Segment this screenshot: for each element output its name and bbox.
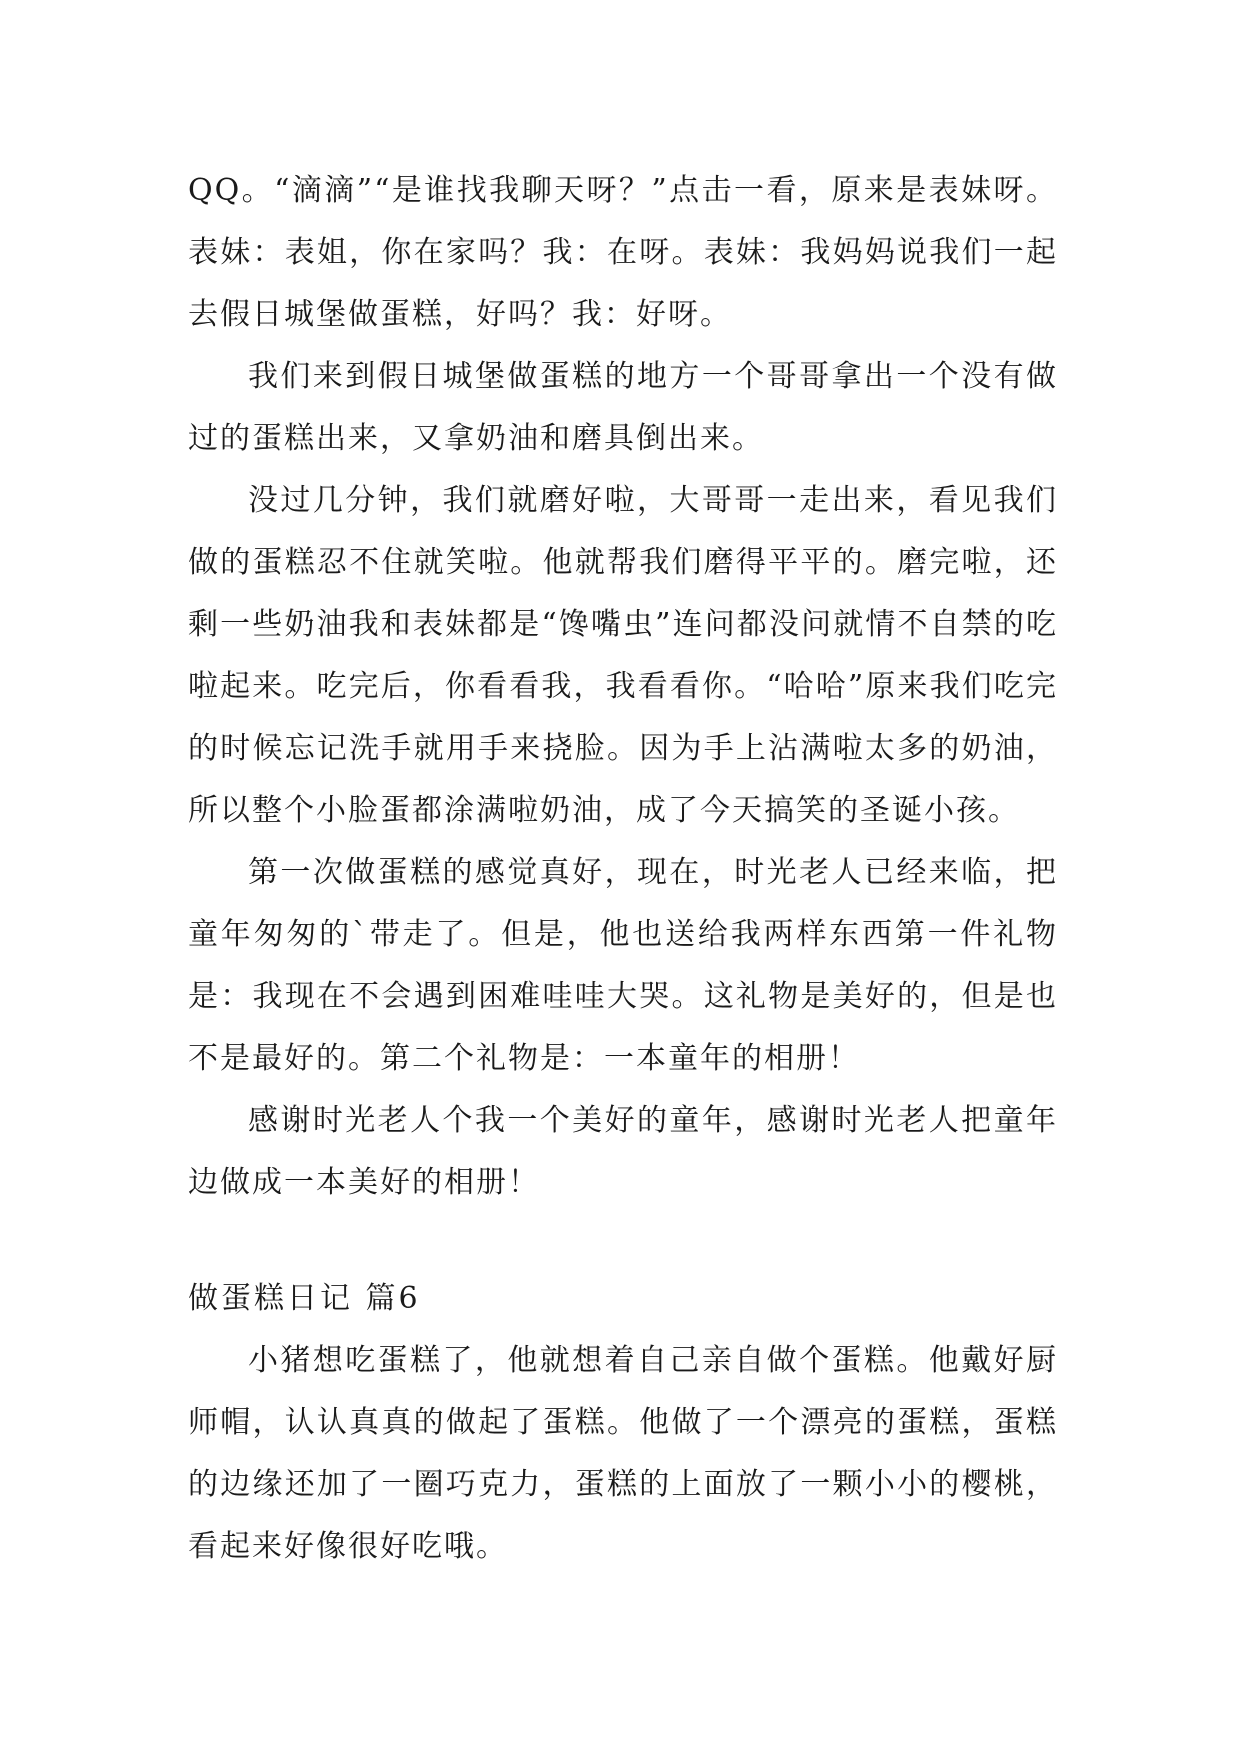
paragraph-continuation: QQ。“滴滴”“是谁找我聊天呀？”点击一看，原来是表妹呀。表妹：表姐，你在家吗？我：在呀。表妹：我妈妈说我们一起去假日城堡做蛋糕，好吗？我：好呀。 xyxy=(188,173,1058,332)
section-spacer xyxy=(188,1214,1058,1268)
paragraph: 感谢时光老人个我一个美好的童年，感谢时光老人把童年边做成一本美好的相册！ xyxy=(188,1103,1058,1200)
paragraph: 第一次做蛋糕的感觉真好，现在，时光老人已经来临，把童年匆匆的`带走了。但是，他也送给我两样东西第一件礼物是：我现在不会遇到困难哇哇大哭。这礼物是美好的，但是也不是最好的。第二个礼物是：一本童年的相册！ xyxy=(188,855,1058,1076)
document-body xyxy=(188,160,1058,1578)
paragraph: 小猪想吃蛋糕了，他就想着自己亲自做个蛋糕。他戴好厨师帽，认认真真的做起了蛋糕。他做了一个漂亮的蛋糕，蛋糕的边缘还加了一圈巧克力，蛋糕的上面放了一颗小小的樱桃，看起来好像很好吃哦。 xyxy=(188,1343,1058,1564)
paragraph: 我们来到假日城堡做蛋糕的地方一个哥哥拿出一个没有做过的蛋糕出来，又拿奶油和磨具倒出来。 xyxy=(188,359,1058,456)
paragraph: 没过几分钟，我们就磨好啦，大哥哥一走出来，看见我们做的蛋糕忍不住就笑啦。他就帮我们磨得平平的。磨完啦，还剩一些奶油我和表妹都是“馋嘴虫”连问都没问就情不自禁的吃啦起来。吃完后，你看看我，我看看你。“哈哈”原来我们吃完的时候忘记洗手就用手来挠脸。因为手上沾满啦太多的奶油，所以整个小脸蛋都涂满啦奶油，成了今天搞笑的圣诞小孩。 xyxy=(188,483,1058,828)
section-title: 做蛋糕日记 篇6 xyxy=(188,1281,421,1316)
